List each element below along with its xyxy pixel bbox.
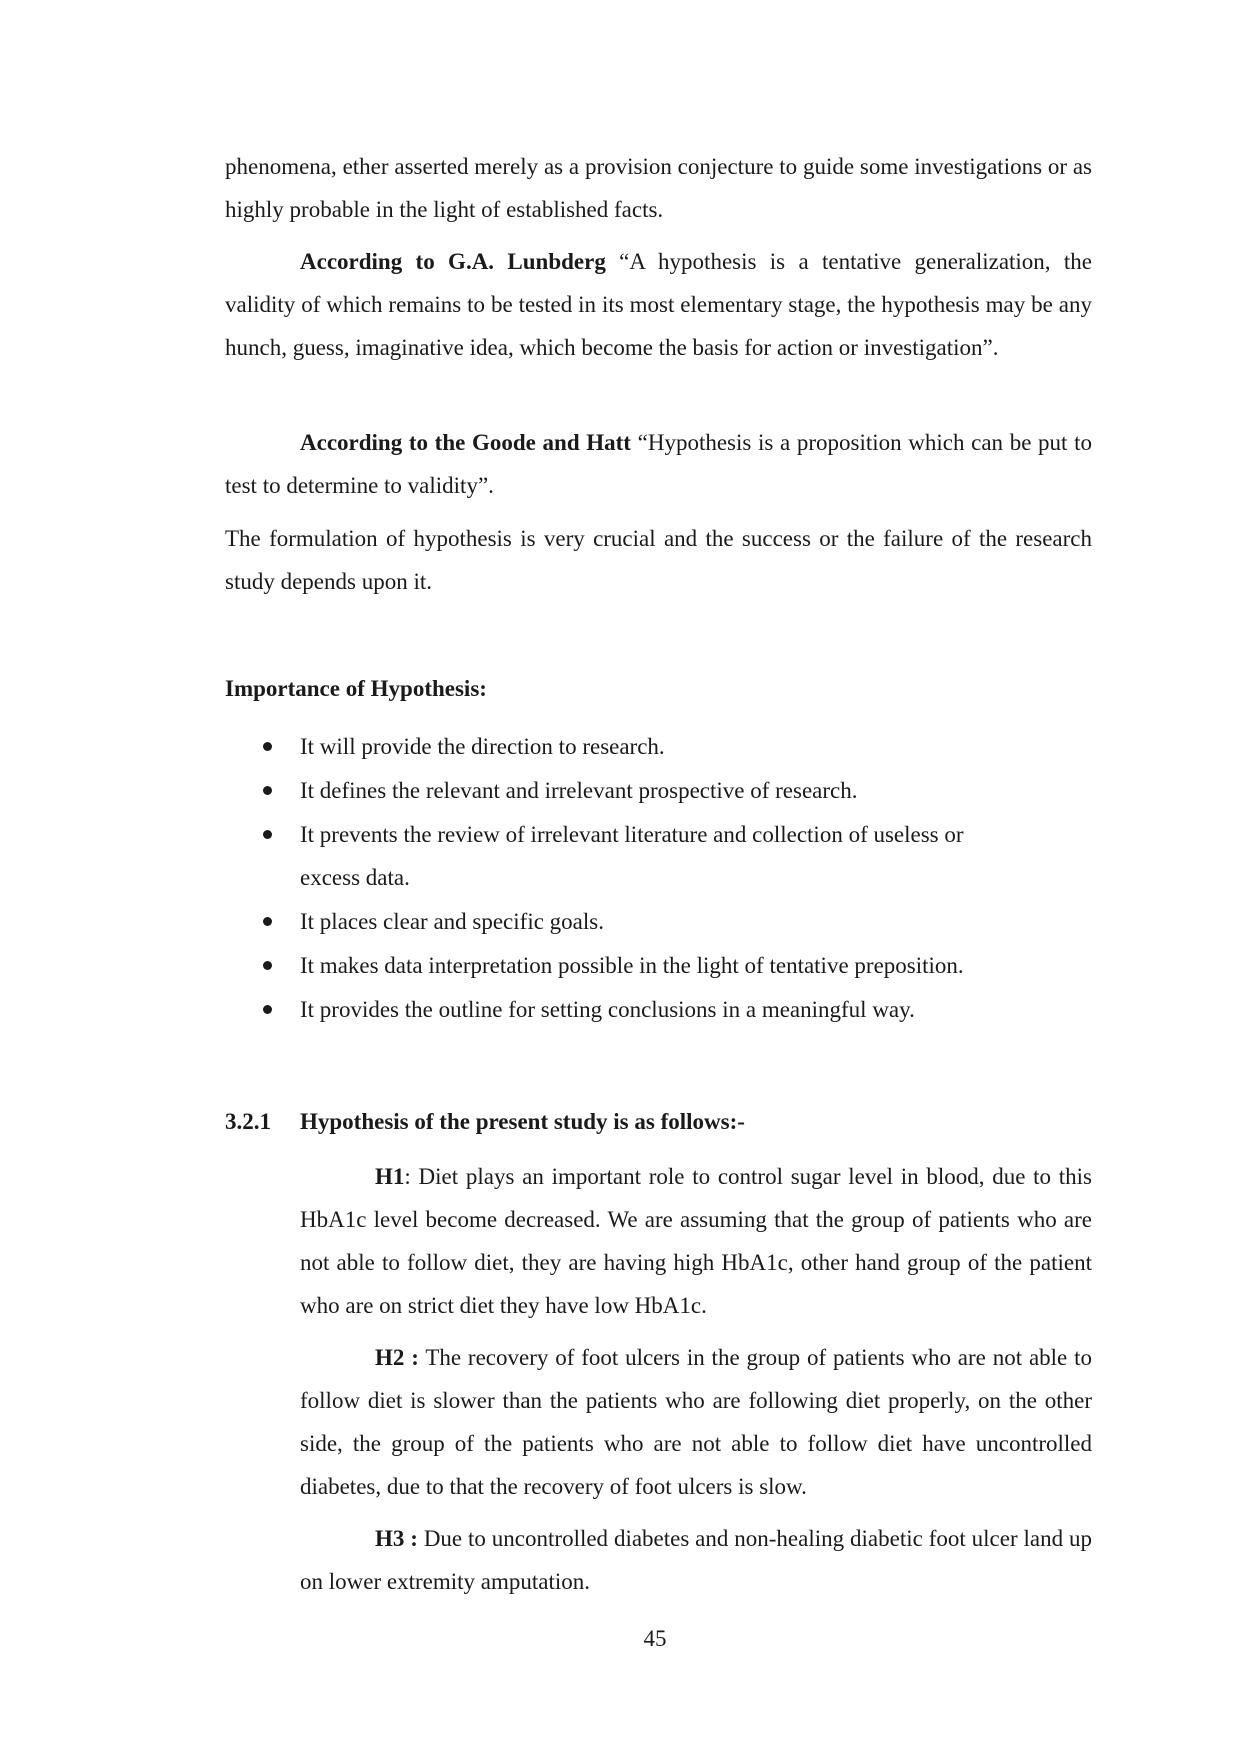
bullet-icon bbox=[263, 830, 272, 839]
hypothesis-h2 bbox=[300, 1336, 1092, 1508]
list-item bbox=[225, 769, 1092, 812]
list-item-text: It will provide the direction to research. bbox=[300, 734, 665, 759]
list-item-text: It provides the outline for setting conclusions in a meaningful way. bbox=[300, 997, 915, 1022]
page-number: 45 bbox=[643, 1626, 667, 1651]
bullet-icon bbox=[263, 917, 272, 926]
paragraph-text: phenomena, ether asserted merely as a provision conjecture to guide some investigations or as highly probable in the light of established facts. bbox=[225, 154, 1092, 222]
list-item-text: It defines the relevant and irrelevant prospective of research. bbox=[300, 778, 858, 803]
bullet-icon bbox=[263, 1005, 272, 1014]
hypothesis-text: : Diet plays an important role to control sugar level in blood, due to this HbA1c level become decreased. We are assuming that the group of patients who are not able to follow diet, they are having high HbA1c, other hand group of the patient who are on strict diet they have low HbA1c. bbox=[300, 1164, 1092, 1318]
paragraph-definition-continued bbox=[225, 145, 1092, 231]
hypothesis-h1 bbox=[300, 1155, 1092, 1327]
bullet-icon bbox=[263, 786, 272, 795]
importance-heading: Importance of Hypothesis: bbox=[225, 676, 487, 701]
paragraph-goode-hatt-definition bbox=[225, 421, 1092, 507]
paragraph-formulation bbox=[225, 517, 1092, 603]
list-item bbox=[225, 944, 1092, 987]
paragraph-text: “Hypothesis is a proposition which can be put to test to determine to validity”. bbox=[225, 430, 1092, 498]
bullet-icon bbox=[263, 742, 272, 751]
paragraph-text: “A hypothesis is a tentative generalization, the validity of which remains to be tested in its most elementary stage, the hypothesis may be any hunch, guess, imaginative idea, which become the basis for action or investigation”. bbox=[225, 249, 1092, 360]
citation-lead: According to G.A. Lunbderg bbox=[300, 249, 606, 274]
hypothesis-label: H1 bbox=[375, 1164, 405, 1189]
list-item-text: It prevents the review of irrelevant literature and collection of useless or excess data. bbox=[300, 822, 964, 890]
paragraph-lundberg-definition bbox=[225, 240, 1092, 369]
hypothesis-label: H3 : bbox=[375, 1526, 418, 1551]
list-item bbox=[225, 813, 1092, 899]
hypothesis-text: The recovery of foot ulcers in the group of patients who are not able to follow diet is slower than the patients who are following diet properly, on the other side, the group of the patients who are not able to follow diet have uncontrolled diabetes, due to that the recovery of foot ulcers is slow. bbox=[300, 1345, 1092, 1499]
section-title: Hypothesis of the present study is as follows:- bbox=[300, 1109, 745, 1134]
list-item bbox=[225, 900, 1092, 943]
section-number: 3.2.1 bbox=[225, 1109, 271, 1134]
list-item-text: It makes data interpretation possible in the light of tentative preposition. bbox=[300, 953, 964, 978]
list-item bbox=[225, 988, 1092, 1031]
hypothesis-h3 bbox=[300, 1517, 1092, 1603]
hypothesis-text: Due to uncontrolled diabetes and non-healing diabetic foot ulcer land up on lower extremity amputation. bbox=[300, 1526, 1092, 1594]
list-item-text: It places clear and specific goals. bbox=[300, 909, 604, 934]
citation-lead: According to the Goode and Hatt bbox=[300, 430, 631, 455]
paragraph-text: The formulation of hypothesis is very crucial and the success or the failure of the research study depends upon it. bbox=[225, 526, 1092, 594]
list-item bbox=[225, 725, 1092, 768]
bullet-icon bbox=[263, 961, 272, 970]
importance-list bbox=[225, 725, 1092, 1032]
hypothesis-label: H2 : bbox=[375, 1345, 419, 1370]
